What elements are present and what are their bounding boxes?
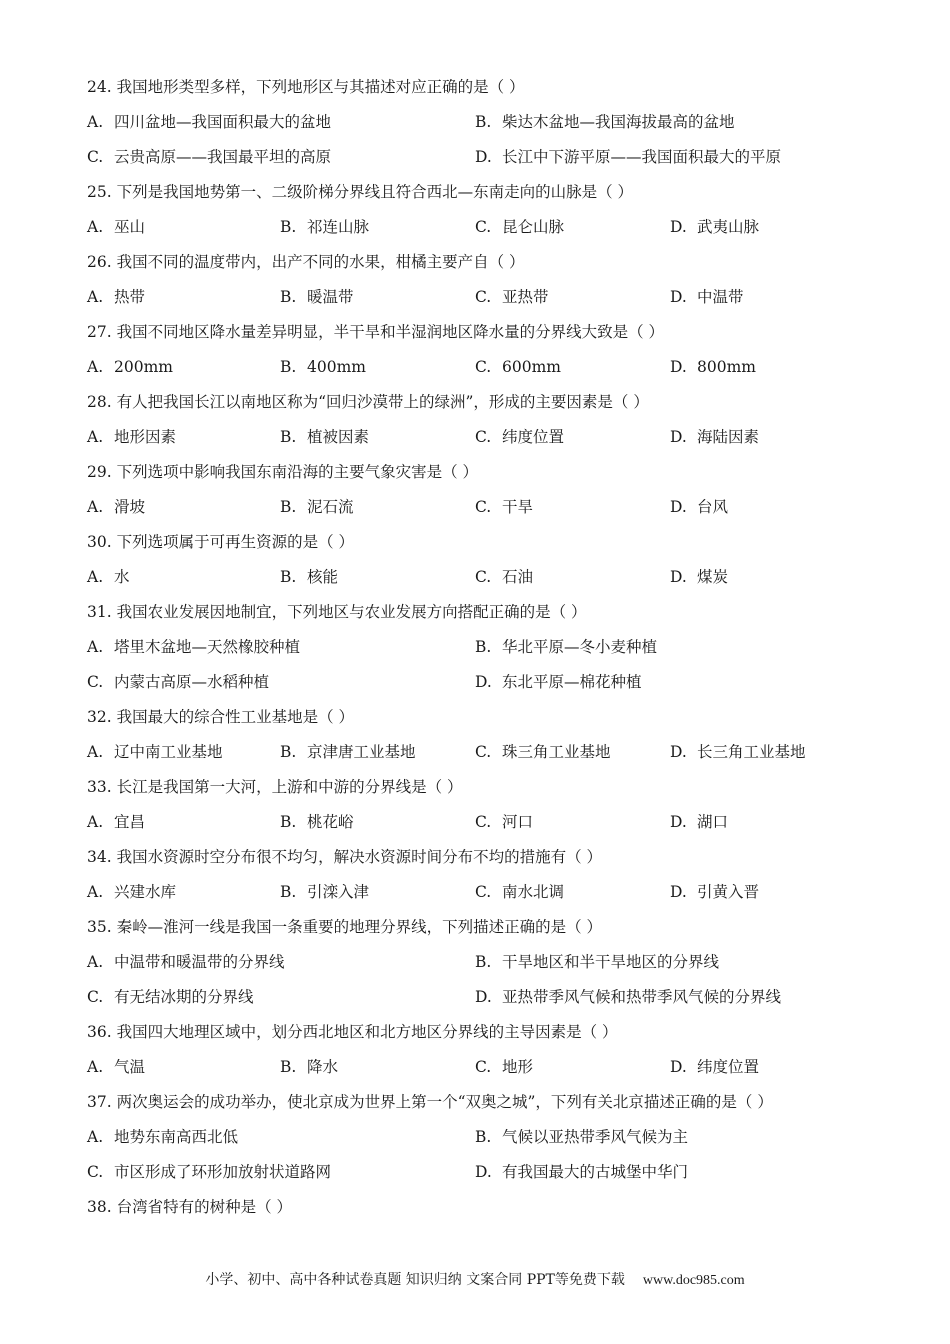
option-letter: B. [280, 813, 297, 831]
option-text: 地势东南高西北低 [114, 1128, 239, 1146]
option-letter: B. [280, 428, 297, 446]
option-letter: D. [670, 288, 687, 306]
option-letter: B. [475, 953, 492, 971]
option-letter: C. [475, 568, 492, 586]
answer-option [280, 567, 338, 587]
option-letter: D. [670, 743, 687, 761]
answer-option [87, 1127, 238, 1147]
option-letter: C. [475, 498, 492, 516]
option-letter: B. [475, 1128, 492, 1146]
answer-option [280, 217, 369, 237]
option-letter: B. [280, 883, 297, 901]
option-text: 长三角工业基地 [697, 743, 806, 761]
option-text: 柴达木盆地—我国海拔最高的盆地 [502, 113, 735, 131]
option-text: 中温带 [697, 288, 744, 306]
option-letter: D. [670, 358, 687, 376]
option-letter: B. [280, 743, 297, 761]
option-text: 气候以亚热带季风气候为主 [502, 1128, 689, 1146]
option-letter: A. [87, 813, 104, 831]
option-letter: C. [475, 288, 492, 306]
option-text: 800mm [697, 358, 756, 376]
question-stem: 30. 下列选项属于可再生资源的是（ ） [87, 533, 355, 551]
answer-option [475, 952, 719, 972]
option-text: 有无结冰期的分界线 [114, 988, 254, 1006]
option-row [87, 1162, 917, 1182]
answer-option [87, 287, 145, 307]
answer-option [280, 427, 369, 447]
option-text: 暖温带 [307, 288, 354, 306]
option-letter: A. [87, 428, 104, 446]
option-text: 宜昌 [114, 813, 146, 831]
answer-option [475, 217, 564, 237]
answer-option [670, 287, 744, 307]
answer-option [87, 567, 130, 587]
option-letter: A. [87, 883, 104, 901]
option-text: 纬度位置 [697, 1058, 760, 1076]
option-text: 地形因素 [114, 428, 177, 446]
answer-option [87, 1057, 145, 1077]
option-letter: D. [670, 1058, 687, 1076]
option-text: 四川盆地—我国面积最大的盆地 [114, 113, 332, 131]
option-text: 引滦入津 [307, 883, 370, 901]
answer-option [475, 567, 533, 587]
answer-option [670, 742, 806, 762]
option-text: 水 [114, 568, 130, 586]
option-text: 湖口 [697, 813, 729, 831]
footer-text: 小学、初中、高中各种试卷真题 知识归纳 文案合同 PPT等免费下载 [205, 1272, 625, 1288]
option-text: 亚热带季风气候和热带季风气候的分界线 [502, 988, 782, 1006]
option-letter: D. [670, 218, 687, 236]
answer-option [670, 357, 756, 377]
page-footer [0, 1271, 950, 1290]
option-text: 海陆因素 [697, 428, 760, 446]
option-letter: A. [87, 218, 104, 236]
answer-option [475, 882, 564, 902]
answer-option [280, 1057, 338, 1077]
option-row [87, 147, 917, 167]
answer-option [280, 357, 366, 377]
option-letter: D. [475, 673, 492, 691]
option-letter: B. [280, 218, 297, 236]
question-stem: 24. 我国地形类型多样，下列地形区与其描述对应正确的是（ ） [87, 78, 525, 96]
question-stem: 26. 我国不同的温度带内，出产不同的水果，柑橘主要产自（ ） [87, 253, 525, 271]
answer-option [475, 1057, 533, 1077]
option-letter: A. [87, 498, 104, 516]
answer-option [475, 987, 781, 1007]
answer-option [280, 882, 369, 902]
option-letter: D. [670, 813, 687, 831]
answer-option [87, 952, 285, 972]
question-stem: 31. 我国农业发展因地制宜，下列地区与农业发展方向搭配正确的是（ ） [87, 603, 587, 621]
option-text: 地形 [502, 1058, 534, 1076]
option-letter: A. [87, 568, 104, 586]
option-letter: A. [87, 953, 104, 971]
option-text: 珠三角工业基地 [502, 743, 611, 761]
option-text: 亚热带 [502, 288, 549, 306]
option-text: 市区形成了环形加放射状道路网 [114, 1163, 332, 1181]
answer-option [280, 287, 354, 307]
option-letter: D. [475, 988, 492, 1006]
answer-option [475, 112, 735, 132]
question-stem: 36. 我国四大地理区域中，划分西北地区和北方地区分界线的主导因素是（ ） [87, 1023, 618, 1041]
option-letter: B. [280, 288, 297, 306]
option-row [87, 217, 917, 237]
option-letter: B. [280, 498, 297, 516]
option-letter: B. [475, 113, 492, 131]
option-text: 中温带和暖温带的分界线 [114, 953, 285, 971]
option-letter: C. [87, 1163, 104, 1181]
answer-option [475, 1127, 688, 1147]
answer-option [670, 1057, 759, 1077]
answer-option [87, 742, 223, 762]
answer-option [87, 812, 145, 832]
option-letter: B. [280, 1058, 297, 1076]
answer-option [475, 287, 549, 307]
option-text: 辽中南工业基地 [114, 743, 223, 761]
option-row [87, 987, 917, 1007]
option-letter: D. [670, 568, 687, 586]
option-text: 京津唐工业基地 [307, 743, 416, 761]
answer-option [670, 217, 759, 237]
option-letter: A. [87, 358, 104, 376]
option-row [87, 952, 917, 972]
option-text: 东北平原—棉花种植 [502, 673, 642, 691]
option-text: 植被因素 [307, 428, 370, 446]
answer-option [670, 882, 759, 902]
option-text: 煤炭 [697, 568, 729, 586]
option-text: 纬度位置 [502, 428, 565, 446]
option-text: 华北平原—冬小麦种植 [502, 638, 658, 656]
option-text: 武夷山脉 [697, 218, 760, 236]
option-text: 有我国最大的古城堡中华门 [502, 1163, 689, 1181]
option-letter: D. [475, 1163, 492, 1181]
option-letter: B. [280, 358, 297, 376]
option-letter: C. [475, 428, 492, 446]
answer-option [670, 497, 728, 517]
option-letter: D. [670, 883, 687, 901]
answer-option [475, 357, 561, 377]
option-letter: C. [475, 358, 492, 376]
option-letter: C. [475, 813, 492, 831]
option-text: 干旱 [502, 498, 534, 516]
answer-option [475, 812, 533, 832]
question-stem: 32. 我国最大的综合性工业基地是（ ） [87, 708, 355, 726]
option-text: 塔里木盆地—天然橡胶种植 [114, 638, 301, 656]
answer-option [475, 637, 657, 657]
option-row [87, 357, 917, 377]
option-text: 桃花峪 [307, 813, 354, 831]
question-stem: 34. 我国水资源时空分布很不均匀，解决水资源时间分布不均的措施有（ ） [87, 848, 603, 866]
answer-option [87, 1162, 331, 1182]
answer-option [87, 217, 145, 237]
option-letter: C. [475, 883, 492, 901]
question-stem: 38. 台湾省特有的树种是（ ） [87, 1198, 293, 1216]
option-letter: A. [87, 1058, 104, 1076]
answer-option [280, 742, 416, 762]
option-letter: A. [87, 288, 104, 306]
option-text: 600mm [502, 358, 561, 376]
option-text: 河口 [502, 813, 534, 831]
option-letter: B. [280, 568, 297, 586]
option-row [87, 882, 917, 902]
option-row [87, 637, 917, 657]
option-text: 200mm [114, 358, 173, 376]
option-letter: D. [670, 428, 687, 446]
option-text: 核能 [307, 568, 339, 586]
option-text: 祁连山脉 [307, 218, 370, 236]
option-text: 引黄入晋 [697, 883, 760, 901]
answer-option [670, 812, 728, 832]
option-text: 长江中下游平原——我国面积最大的平原 [502, 148, 782, 166]
option-text: 干旱地区和半干旱地区的分界线 [502, 953, 720, 971]
footer-site-link[interactable]: www.doc985.com [642, 1273, 745, 1288]
answer-option [475, 497, 533, 517]
option-letter: C. [87, 988, 104, 1006]
option-letter: A. [87, 638, 104, 656]
answer-option [87, 147, 331, 167]
option-row [87, 742, 917, 762]
question-stem: 37. 两次奥运会的成功举办，使北京成为世界上第一个“双奥之城”，下列有关北京描述正确的是（ ） [87, 1093, 773, 1111]
option-text: 云贵高原——我国最平坦的高原 [114, 148, 332, 166]
answer-option [475, 147, 781, 167]
option-text: 石油 [502, 568, 534, 586]
option-row [87, 427, 917, 447]
option-letter: A. [87, 113, 104, 131]
option-text: 热带 [114, 288, 146, 306]
option-text: 南水北调 [502, 883, 565, 901]
option-letter: A. [87, 743, 104, 761]
option-row [87, 112, 917, 132]
option-text: 滑坡 [114, 498, 146, 516]
option-text: 降水 [307, 1058, 339, 1076]
answer-option [475, 1162, 688, 1182]
option-text: 内蒙古高原—水稻种植 [114, 673, 270, 691]
question-stem: 33. 长江是我国第一大河，上游和中游的分界线是（ ） [87, 778, 463, 796]
option-row [87, 1057, 917, 1077]
answer-option [670, 427, 759, 447]
option-text: 昆仑山脉 [502, 218, 565, 236]
answer-option [87, 357, 173, 377]
option-row [87, 1127, 917, 1147]
option-letter: D. [670, 498, 687, 516]
answer-option [670, 567, 728, 587]
option-text: 泥石流 [307, 498, 354, 516]
option-text: 400mm [307, 358, 366, 376]
question-stem: 25. 下列是我国地势第一、二级阶梯分界线且符合西北—东南走向的山脉是（ ） [87, 183, 634, 201]
option-letter: D. [475, 148, 492, 166]
option-letter: C. [475, 218, 492, 236]
option-letter: C. [87, 148, 104, 166]
answer-option [87, 112, 331, 132]
option-row [87, 497, 917, 517]
answer-option [87, 497, 145, 517]
answer-option [87, 427, 176, 447]
option-text: 台风 [697, 498, 729, 516]
answer-option [280, 812, 354, 832]
answer-option [475, 672, 642, 692]
answer-option [87, 672, 269, 692]
question-stem: 27. 我国不同地区降水量差异明显，半干旱和半湿润地区降水量的分界线大致是（ ） [87, 323, 665, 341]
option-text: 气温 [114, 1058, 146, 1076]
option-letter: C. [87, 673, 104, 691]
option-row [87, 672, 917, 692]
answer-option [87, 637, 300, 657]
question-stem: 29. 下列选项中影响我国东南沿海的主要气象灾害是（ ） [87, 463, 479, 481]
option-row [87, 567, 917, 587]
option-letter: B. [475, 638, 492, 656]
option-row [87, 812, 917, 832]
option-text: 巫山 [114, 218, 146, 236]
option-letter: C. [475, 743, 492, 761]
answer-option [87, 987, 254, 1007]
option-row [87, 287, 917, 307]
answer-option [475, 742, 611, 762]
question-stem: 28. 有人把我国长江以南地区称为“回归沙漠带上的绿洲”，形成的主要因素是（ ） [87, 393, 649, 411]
option-letter: C. [475, 1058, 492, 1076]
answer-option [87, 882, 176, 902]
option-letter: A. [87, 1128, 104, 1146]
answer-option [280, 497, 354, 517]
answer-option [475, 427, 564, 447]
option-text: 兴建水库 [114, 883, 177, 901]
question-stem: 35. 秦岭—淮河一线是我国一条重要的地理分界线，下列描述正确的是（ ） [87, 918, 603, 936]
